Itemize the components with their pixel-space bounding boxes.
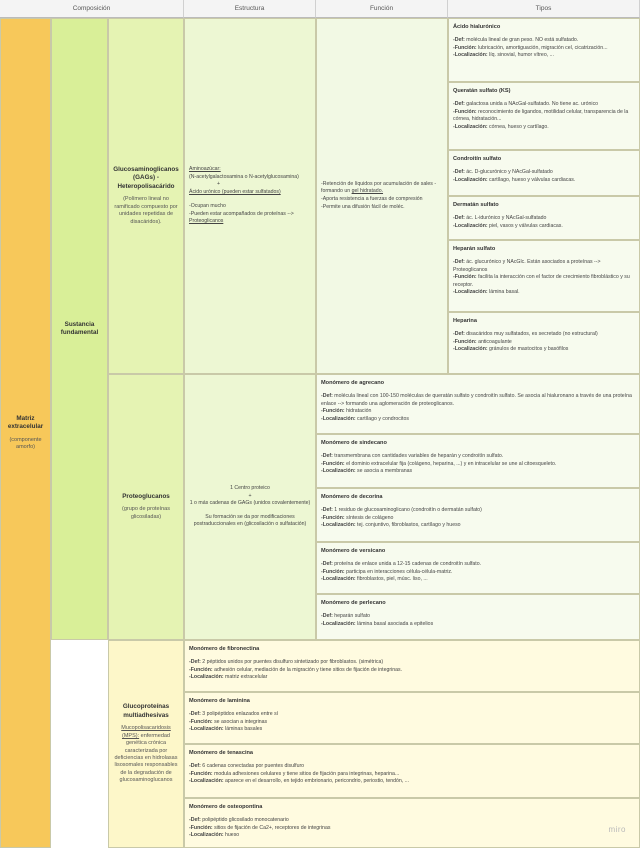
mps-link[interactable]: Mucopolisacaridosis (MPS): — [121, 725, 171, 739]
tipo-line — [453, 259, 635, 274]
tipo-line-value: ác. L-idurónico y NAcGal-sulfatado — [464, 215, 547, 222]
tipo-line — [453, 109, 635, 124]
tipo-block[interactable] — [316, 374, 640, 434]
tipo-line — [189, 825, 635, 833]
pg-cadenas-gags: 1 o más cadenas de GAGs (unidos covalentemente) — [189, 500, 311, 507]
tipo-line-value: fibroblastos, piel, músc. liso, ... — [355, 576, 428, 583]
tipo-line — [453, 274, 635, 289]
tipo-line — [189, 778, 635, 786]
tipo-line — [321, 453, 635, 461]
funcion-line-resistencia: -Aporta resistencia a fuerzas de compresión — [321, 196, 423, 202]
tipo-line-value: láminas basales — [223, 726, 263, 733]
tipo-line — [453, 215, 635, 223]
tipo-line-value: adhesión celular, mediación de la migración y tiene sitios de fijación de integrinas. — [212, 666, 403, 673]
estructura-line-proteinas-text: -Pueden estar acompañados de proteínas --> — [189, 210, 294, 217]
tipo-line — [453, 45, 635, 53]
tipo-line — [189, 832, 635, 840]
tipo-line-value: galactosa unida a NAcGal-sulfatado. No tiene ac. urónico — [464, 101, 599, 108]
tipo-line-key: -Función: — [321, 408, 345, 415]
tipo-block[interactable] — [448, 150, 640, 196]
tipo-line — [189, 659, 635, 667]
tipo-line-value: modula adhesiones celulares y tiene sitios de fijación para integrinas, heparina... — [212, 770, 400, 777]
tipo-line-key: -Def: — [453, 215, 465, 222]
tipo-line — [453, 37, 635, 45]
proteoglicanos-subtitle: (grupo de proteínas glicosiladas) — [121, 506, 170, 520]
tipo-line-key: -Función: — [453, 338, 477, 345]
glucoproteinas-cell[interactable] — [108, 640, 184, 848]
header-composicion: Composición — [0, 0, 184, 18]
tipo-block[interactable] — [316, 542, 640, 594]
gel-hidratado-link[interactable]: gel hidratado. — [351, 188, 384, 195]
tipo-block[interactable] — [316, 434, 640, 488]
tipo-line — [189, 674, 635, 682]
tipo-line-value: molécula lineal con 100-150 moléculas de queratán sulfato y condroitín sulfato. Se asocia al hialuronano a través de una proteína enlace --> formando una aglomeración de proteoglicanos. — [321, 393, 632, 407]
header-estructura: Estructura — [184, 0, 316, 18]
tipo-line-key: -Def: — [189, 817, 201, 824]
tipo-line-value: aparece en el desarrollo, en tejido embrionario, pericondrio, periostio, tendón, ... — [223, 778, 410, 785]
tipo-title: Dermatán sulfato — [453, 202, 499, 208]
tipo-line-key: -Def: — [453, 331, 465, 338]
tipo-line — [453, 169, 635, 177]
tipo-line — [321, 507, 635, 515]
tipo-title: Monómero de agrecano — [321, 380, 385, 386]
tipo-line-key: -Def: — [321, 453, 333, 460]
acido-uronico-label: Ácido urónico (pueden estar sulfatados) — [189, 188, 281, 195]
plus-sign: + — [217, 181, 221, 188]
tipo-line-key: -Localización: — [453, 176, 488, 183]
tipo-line — [189, 711, 635, 719]
tipo-line-value: cartílago y condrocitos — [355, 415, 409, 422]
tipo-block[interactable] — [184, 692, 640, 744]
pg-formacion: Su formación se da por modificaciones postraduccionales en (glicosilación o sulfatación) — [193, 513, 307, 528]
tipo-line-key: -Localización: — [321, 522, 356, 529]
tipo-line-value: lubricación, amortiguación, migración cel, cicatrización... — [476, 44, 608, 51]
tipo-line-value: líq. sinovial, humor vítreo, ... — [487, 52, 554, 59]
tipo-block[interactable] — [184, 744, 640, 798]
tipo-line-key: -Función: — [321, 568, 345, 575]
tipo-line-value: gránulos de mastocitos y basófilos — [487, 346, 569, 353]
tipo-line — [453, 346, 635, 354]
mps-text: enfermedad genética crónica caracterizada por deficiencias en hidrolasas lisosomales responsables de la degradación de glucosaminoglucanos — [114, 732, 178, 784]
tipo-line-key: -Def: — [453, 169, 465, 176]
tipo-title: Ácido hialurónico — [453, 24, 501, 30]
tipo-line-value: transmembrana con cantidades variables de heparán y condroitín sulfato. — [332, 453, 504, 460]
tipo-line — [321, 576, 635, 584]
tipo-block[interactable] — [448, 240, 640, 312]
tipo-line-value: polipéptido glicosilado monocatenario — [200, 817, 289, 824]
proteoglicanos-title: Proteoglucanos — [122, 492, 170, 500]
tipo-title: Monómero de tenascina — [189, 750, 254, 756]
tipo-block[interactable] — [448, 312, 640, 374]
tipo-line-value: matriz extracelular — [223, 674, 268, 681]
tipo-line-value: tej. conjuntivo, fibroblastos, cartílago y hueso — [355, 522, 461, 529]
tipo-line-value: lámina basal. — [487, 289, 520, 296]
tipo-line-key: -Def: — [321, 507, 333, 514]
tipo-line-value: 6 cadenas conectadas por puentes disulfuro — [200, 763, 305, 770]
pg-centro-proteico: 1 Centro proteico — [230, 485, 270, 492]
tipo-block[interactable] — [184, 798, 640, 848]
tipo-line-key: -Localización: — [189, 832, 224, 839]
tipo-line-key: -Localización: — [453, 123, 488, 130]
tipo-title: Heparina — [453, 318, 477, 324]
tipo-line-value: facilita la interacción con el factor de crecimiento fibroblástico y su receptor. — [453, 274, 630, 288]
header-tipos: Tipos — [448, 0, 640, 18]
tipo-line-key: -Localización: — [321, 415, 356, 422]
tipo-line-value: se asocia a membranas — [355, 468, 413, 475]
tipo-line-key: -Def: — [453, 101, 465, 108]
tipo-line — [453, 223, 635, 231]
miro-watermark: miro — [608, 825, 626, 834]
tipo-block[interactable] — [448, 18, 640, 82]
proteoglicanos-cell[interactable] — [108, 374, 184, 640]
tipo-line-value: reconocimiento de ligandos, motilidad celular, transparencia de la córnea, hidratación... — [453, 108, 629, 123]
tipo-title: Monómero de osteopontina — [189, 804, 263, 810]
tipo-line — [321, 515, 635, 523]
aminoazucar-label: Aminoazúcar: — [189, 166, 221, 173]
tipo-line-value: síntesis de colágeno — [344, 514, 394, 521]
tipo-line-key: -Localización: — [321, 620, 356, 627]
funcion-line-difusion: -Permite una difusión fácil de moléc. — [321, 203, 405, 210]
tipo-block[interactable] — [448, 196, 640, 240]
tipo-line-value: 3 polipéptidos enlazados entre sí — [200, 711, 279, 718]
tipo-line — [321, 621, 635, 629]
tipo-line-key: -Localización: — [453, 52, 488, 59]
glucoproteinas-title: Glucoproteínas multiadhesivas — [122, 703, 170, 719]
tipo-line-key: -Función: — [189, 770, 213, 777]
tipo-line-value: córnea, hueso y cartílago. — [487, 123, 549, 130]
tipo-title: Monómero de laminina — [189, 698, 250, 704]
tipo-line — [453, 289, 635, 297]
tipo-line — [453, 52, 635, 60]
tipo-line — [321, 522, 635, 530]
matriz-cell[interactable] — [0, 18, 51, 848]
gags-title: Glucosaminoglicanos (GAGs) - Heteropolisacárido — [113, 165, 179, 190]
tipo-line-value: anticoagulante — [476, 338, 512, 345]
tipo-line-key: -Localización: — [189, 726, 224, 733]
tipo-line-value: ác. D-glucurónico y NAcGal-sulfatado — [464, 169, 553, 176]
tipo-line-value: hidratación — [344, 408, 372, 415]
funcion-line-gel-text: formando un — [321, 188, 352, 195]
gags-subtitle: (Polímero lineal no ramificado compuesto por unidades repetidas de disacáridos). — [114, 196, 178, 225]
tipo-title: Queratán sulfato (KS) — [453, 88, 511, 94]
matriz-title: Matriz extracelular — [7, 414, 44, 431]
tipo-line-key: -Función: — [189, 666, 213, 673]
gags-funcion-cell[interactable] — [316, 18, 448, 374]
tipo-line-key: -Def: — [189, 659, 201, 666]
tipo-block[interactable] — [448, 82, 640, 150]
tipo-line-value: proteína de enlace unida a 12-15 cadenas de condroitín sulfato. — [332, 561, 482, 568]
tipo-line — [321, 613, 635, 621]
tipo-line — [321, 461, 635, 469]
tipo-line — [189, 763, 635, 771]
tipo-line-value: participa en interacciones célula-célula-matriz. — [344, 568, 453, 575]
tipo-line-value: 2 péptidos unidos por puentes disulfuro sintetizado por fibroblastos. (simétrica) — [200, 659, 384, 666]
gags-estructura-cell[interactable] — [184, 18, 316, 374]
tipo-line — [321, 408, 635, 416]
tipo-line-value: ác. glucurónico y NAcGlc. Están asociados a proteínas --> Proteoglicanos — [453, 259, 601, 273]
sustancia-cell[interactable] — [51, 18, 108, 640]
mps-note — [112, 725, 180, 784]
tipo-line-key: -Función: — [453, 44, 477, 51]
tipo-line-key: -Localización: — [453, 222, 488, 229]
tipo-line-key: -Def: — [321, 613, 333, 620]
estructura-line-ocupan: -Ocupan mucho — [189, 203, 226, 210]
tipo-line — [453, 101, 635, 109]
tipo-title: Condroitín sulfato — [453, 156, 502, 162]
tipo-line — [321, 393, 635, 408]
tipo-line-key: -Def: — [189, 711, 201, 718]
proteoglicanos-link[interactable]: Proteoglicanos — [189, 218, 224, 225]
tipo-line-value: cartílago, hueso y válvulas cardiacas. — [487, 176, 576, 183]
tipo-line-key: -Def: — [453, 37, 465, 44]
tipo-line-key: -Localización: — [321, 576, 356, 583]
tipo-line-value: sitios de fijación de Ca2+, receptores de integrinas — [212, 824, 331, 831]
tipo-line-value: disacáridos muy sulfatados, es secretado (no estructural) — [464, 331, 598, 338]
tipo-line-key: -Def: — [321, 561, 333, 568]
tipo-line-value: molécula lineal de gran peso. NO está sulfatado. — [464, 37, 579, 44]
tipo-line-key: -Def: — [321, 393, 333, 400]
tipo-line-key: -Función: — [453, 274, 477, 281]
aminoazucar-desc: (N-acetylgalactosamina o N-acetylglucosamina) — [189, 173, 299, 180]
tipo-line — [321, 561, 635, 569]
tipo-line-key: -Localización: — [189, 674, 224, 681]
matriz-subtitle: (componente amorfo) — [9, 436, 42, 450]
tipo-line — [189, 726, 635, 734]
tipo-line — [453, 124, 635, 132]
tipo-line-key: -Función: — [453, 108, 477, 115]
tipo-line-value: heparán sulfato — [332, 613, 371, 620]
tipo-line-key: -Localización: — [321, 468, 356, 475]
tipo-line-key: -Localización: — [453, 289, 488, 296]
tipo-title: Monómero de perlecano — [321, 600, 386, 606]
tipo-line — [321, 569, 635, 577]
tipo-block[interactable] — [184, 640, 640, 692]
proteoglicanos-estructura-cell[interactable] — [184, 374, 316, 640]
tipo-line-key: -Localización: — [453, 346, 488, 353]
tipo-line-value: hueso — [223, 832, 240, 839]
tipo-block[interactable] — [316, 488, 640, 542]
tipo-line — [321, 468, 635, 476]
tipo-title: Monómero de decorina — [321, 494, 383, 500]
tipo-line-value: piel, vasos y válvulas cardiacas. — [487, 222, 563, 229]
tipo-line-key: -Def: — [453, 259, 465, 266]
tipo-line-value: se asocian a integrinas — [212, 718, 268, 725]
estructura-line-proteinas — [189, 211, 311, 226]
header-funcion: Función — [316, 0, 448, 18]
tipo-title: Monómero de versicano — [321, 548, 386, 554]
gags-cell[interactable] — [108, 18, 184, 374]
tipo-title: Monómero de fibronectina — [189, 646, 260, 652]
tipo-block[interactable] — [316, 594, 640, 640]
tipo-title: Monómero de sindecano — [321, 440, 387, 446]
tipo-line-key: -Función: — [321, 514, 345, 521]
tipo-line — [453, 339, 635, 347]
tipo-line-key: -Función: — [189, 718, 213, 725]
sustancia-title: Sustancia fundamental — [60, 320, 99, 336]
tipo-line — [453, 177, 635, 185]
tipo-line — [189, 719, 635, 727]
tipo-title: Heparán sulfato — [453, 246, 496, 252]
tipo-line-value: lámina basal asociada a epitelios — [355, 620, 434, 627]
tipo-line-key: -Función: — [189, 824, 213, 831]
funcion-line-gel — [321, 188, 443, 196]
funcion-line-retencion: -Retención de líquidos por acumulación de sales - — [321, 180, 437, 187]
tipo-line — [189, 817, 635, 825]
tipo-line — [189, 667, 635, 675]
tipo-line — [321, 416, 635, 424]
tipo-line-key: -Función: — [321, 460, 345, 467]
tipo-line-value: el dominio extracelular fija (colágeno, heparina, ...) y en intracelular se une al citoesqueleto. — [344, 460, 557, 467]
tipo-line — [453, 331, 635, 339]
tipo-line-key: -Localización: — [189, 778, 224, 785]
pg-plus: + — [248, 492, 252, 499]
tipo-line-key: -Def: — [189, 763, 201, 770]
tipo-line-value: 1 residuo de glucosaminoglicano (condroitín o dermatán sulfato) — [332, 507, 482, 514]
tipo-line — [189, 771, 635, 779]
